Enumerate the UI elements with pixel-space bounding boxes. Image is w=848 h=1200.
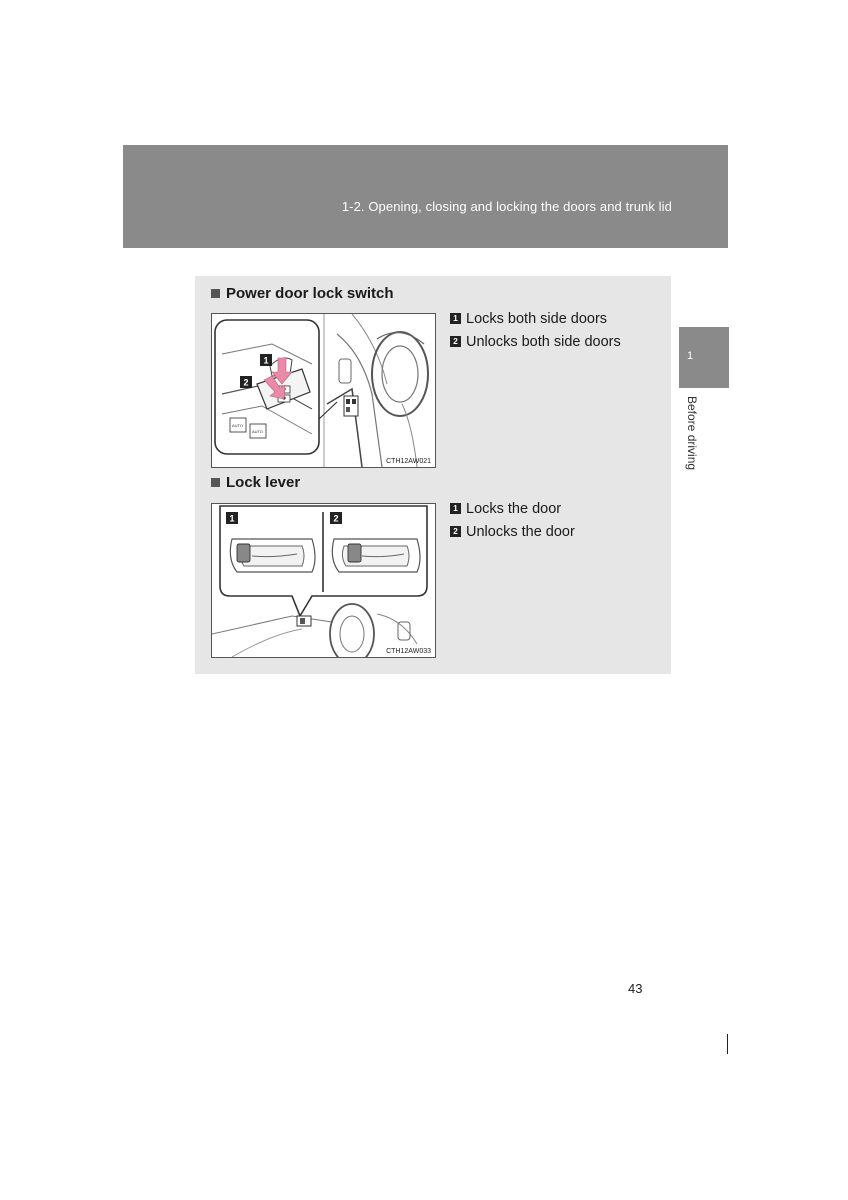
crop-mark-bottom <box>727 1034 728 1054</box>
chapter-number: 1 <box>687 350 694 362</box>
legend-text: Unlocks both side doors <box>466 333 621 350</box>
legend-item <box>450 520 575 543</box>
square-bullet-icon <box>211 478 220 487</box>
figure-badge-1: 1 <box>229 513 235 524</box>
legend-item <box>450 497 575 520</box>
section-title-power-door-lock <box>211 285 394 302</box>
legend-power-door-lock <box>450 307 621 353</box>
number-badge: 1 <box>450 503 461 514</box>
section-title-text: Power door lock switch <box>226 285 394 302</box>
figure-badge-2: 2 <box>243 377 249 388</box>
chapter-label: Before driving <box>685 396 699 471</box>
figure-code: CTH12AW033 <box>386 648 431 655</box>
square-bullet-icon <box>211 289 220 298</box>
section-header-title: 1-2. Opening, closing and locking the doors and trunk lid <box>341 199 672 214</box>
page-number: 43 <box>628 981 643 996</box>
number-badge: 2 <box>450 526 461 537</box>
svg-text:AUTO: AUTO <box>232 423 244 428</box>
chapter-tab[interactable] <box>679 327 729 388</box>
legend-text: Locks both side doors <box>466 310 608 327</box>
section-header-band <box>123 145 728 248</box>
section-title-text: Lock lever <box>226 474 301 491</box>
power-door-lock-illustration <box>212 314 435 467</box>
svg-text:AUTO: AUTO <box>252 429 264 434</box>
legend-text: Unlocks the door <box>466 523 575 540</box>
lock-lever-illustration <box>212 504 435 657</box>
figure-badge-1: 1 <box>263 355 269 366</box>
figure-lock-lever <box>211 503 436 658</box>
legend-text: Locks the door <box>466 500 562 517</box>
legend-item <box>450 330 621 353</box>
legend-lock-lever <box>450 497 575 543</box>
legend-item <box>450 307 621 330</box>
figure-badge-2: 2 <box>333 513 339 524</box>
number-badge: 2 <box>450 336 461 347</box>
section-title-lock-lever <box>211 474 300 491</box>
number-badge: 1 <box>450 313 461 324</box>
content-panel <box>195 276 671 674</box>
figure-power-door-lock-switch <box>211 313 436 468</box>
figure-code: CTH12AW021 <box>386 458 431 465</box>
